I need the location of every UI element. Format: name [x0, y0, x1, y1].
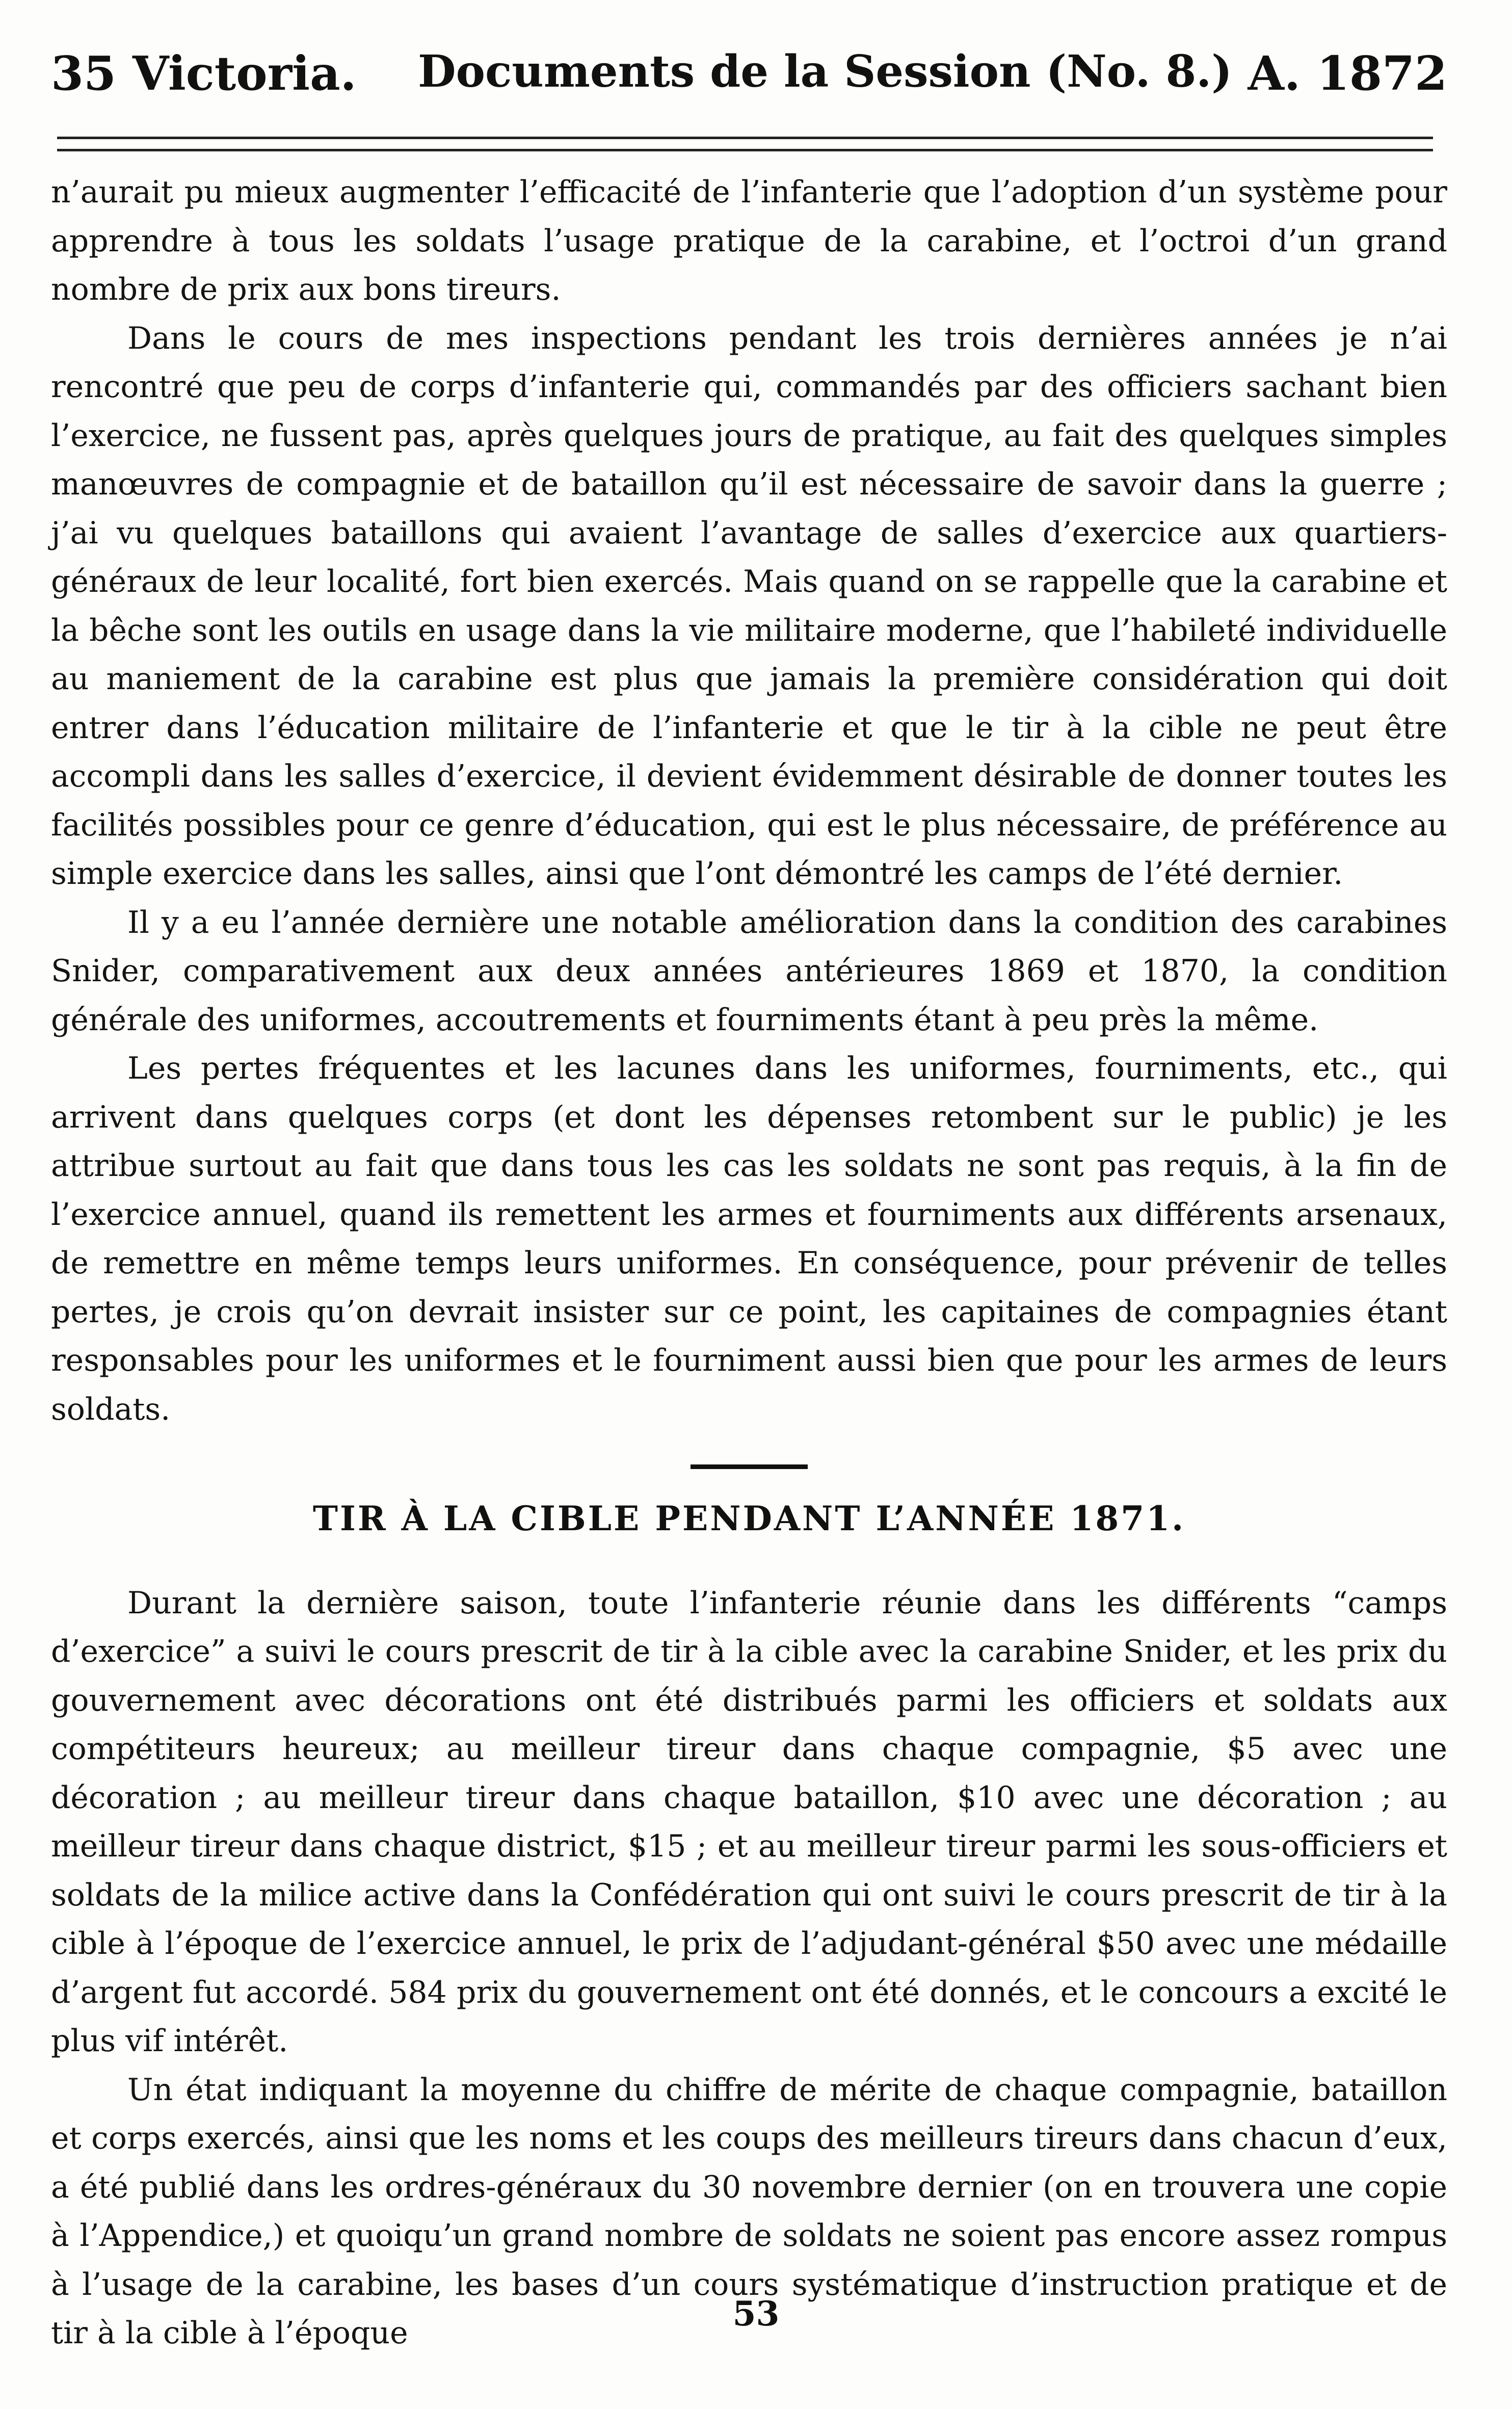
header-volume: 35 Victoria.: [51, 46, 357, 101]
paragraph: Durant la dernière saison, toute l’infanterie réunie dans les différents “camps d’exercice” a suivi le cours prescrit de tir à la cible avec la carabine Snider, et les prix du gouvernement avec décorations ont été distribués parmi les officiers et soldats aux compétiteurs heureux; au meilleur tireur dans chaque compagnie, $5 avec une décoration ; au meilleur tireur dans chaque bataillon, $10 avec une décoration ; au meilleur tireur dans chaque district, $15 ; et au meilleur tireur parmi les sous-officiers et soldats de la milice active dans la Confédération qui ont suivi le cours prescrit de tir à la cible à l’époque de l’exercice annuel, le prix de l’adjudant-général $50 avec une médaille d’argent fut accordé. 584 prix du gouvernement ont été donnés, et le concours a excité le plus vif intérêt.: [51, 1585, 1447, 2059]
header-title: Documents de la Session (No. 8.): [418, 46, 1232, 97]
page-number: 53: [732, 2294, 780, 2334]
header-rule-top: [57, 137, 1433, 139]
header-year: A. 1872: [1248, 46, 1447, 101]
body-text: [51, 168, 1447, 2358]
section-divider: [691, 1464, 808, 1469]
paragraph: Les pertes fréquentes et les lacunes dans les uniformes, fourniments, etc., qui arrivent dans quelques corps (et dont les dépenses retombent sur le public) je les attribue surtout au fait que dans tous les cas les soldats ne sont pas requis, à la fin de l’exercice annuel, quand ils remettent les armes et fourniments aux différents arsenaux, de remettre en même temps leurs uniformes. En conséquence, pour prévenir de telles pertes, je crois qu’on devrait insister sur ce point, les capitaines de compagnies étant responsables pour les uniformes et le fourniment aussi bien que pour les armes de leurs soldats.: [51, 1051, 1447, 1427]
paragraph: Il y a eu l’année dernière une notable amélioration dans la condition des carabines Snider, comparativement aux deux années antérieures 1869 et 1870, la condition générale des uniformes, accoutrements et fourniments étant à peu près la même.: [51, 904, 1447, 1038]
running-header: [51, 36, 1447, 102]
paragraph: Un état indiquant la moyenne du chiffre de mérite de chaque compagnie, bataillon et corps exercés, ainsi que les noms et les coups des meilleurs tireurs dans chacun d’eux, a été publié dans les ordres-généraux du 30 novembre dernier (on en trouvera une copie à l’Appendice,) et quoiqu’un grand nombre de soldats ne soient pas encore assez rompus à l’usage de la carabine, les bases d’un cours systématique d’instruction pratique et de tir à la cible à l’époque: [51, 2072, 1447, 2351]
paragraph: Dans le cours de mes inspections pendant les trois dernières années je n’ai rencontré que peu de corps d’infanterie qui, commandés par des officiers sachant bien l’exercice, ne fussent pas, après quelques jours de pratique, au fait des quelques simples manœuvres de compagnie et de bataillon qu’il est nécessaire de savoir dans la guerre ; j’ai vu quelques bataillons qui avaient l’avantage de salles d’exercice aux quartiers-généraux de leur localité, fort bien exercés. Mais quand on se rappelle que la carabine et la bêche sont les outils en usage dans la vie militaire moderne, que l’habileté individuelle au maniement de la carabine est plus que jamais la première considération qui doit entrer dans l’éducation militaire de l’infanterie et que le tir à la cible ne peut être accompli dans les salles d’exercice, il devient évidemment désirable de donner toutes les facilités possibles pour ce genre d’éducation, qui est le plus nécessaire, de préférence au simple exercice dans les salles, ainsi que l’ont démontré les camps de l’été dernier.: [51, 320, 1447, 892]
header-rule-bottom: [57, 149, 1433, 151]
section-title: TIR À LA CIBLE PENDANT L’ANNÉE 1871.: [312, 1499, 1186, 1538]
paragraph: n’aurait pu mieux augmenter l’efficacité de l’infanterie que l’adoption d’un système pour apprendre à tous les soldats l’usage pratique de la carabine, et l’octroi d’un grand nombre de prix aux bons tireurs.: [51, 174, 1447, 307]
